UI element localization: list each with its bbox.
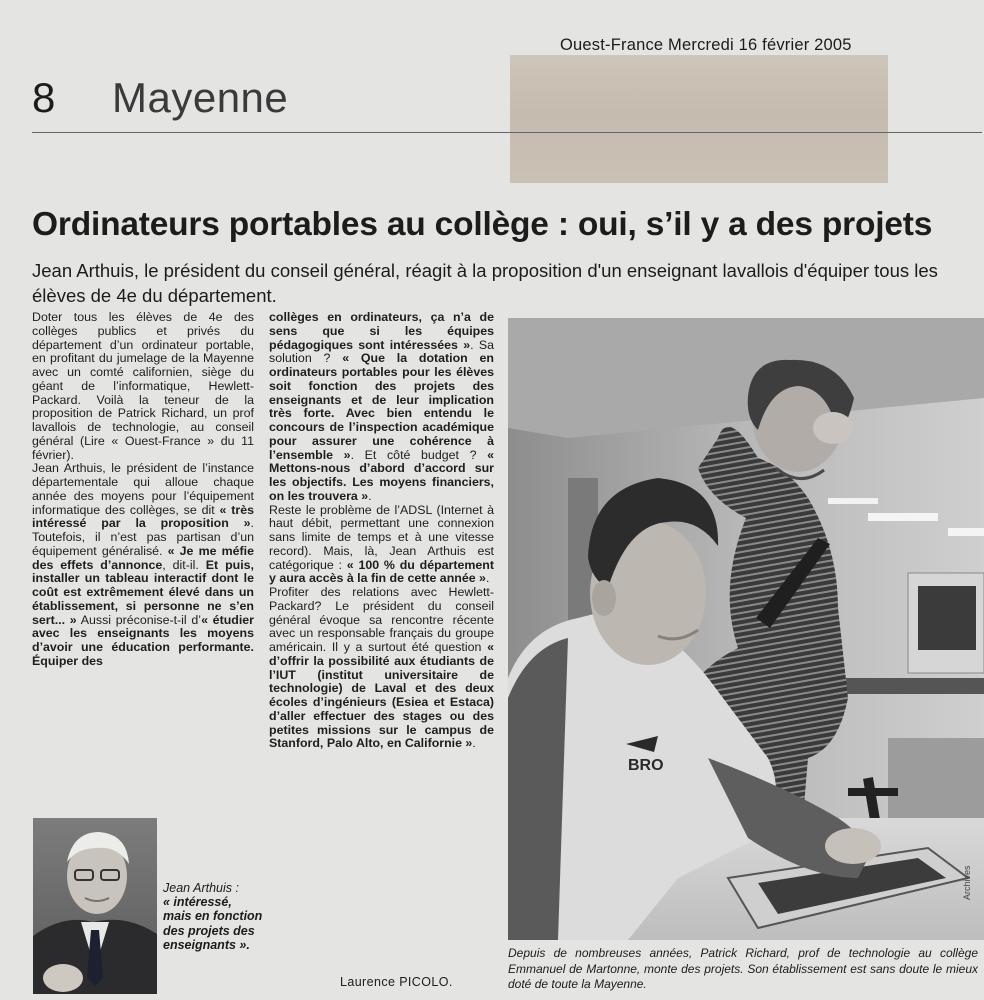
article-byline: Laurence PICOLO. xyxy=(340,975,453,989)
article-column-1 xyxy=(32,311,254,669)
portrait-caption-quote: « intéressé, mais en fonction des projets des enseignants ». xyxy=(163,895,263,952)
paragraph: Reste le problème de l’ADSL (Internet à haut débit, permettant une connexion sans limite de temps et à une vitesse record). Mais, là, Jean Arthuis est catégorique : « 100 % du département y aura accès à la fin de cette année ». xyxy=(269,502,494,586)
classroom-photo xyxy=(508,318,984,940)
adhesive-tape xyxy=(510,55,888,183)
photo-credit: Archives xyxy=(962,865,972,900)
article-headline: Ordinateurs portables au collège : oui, s’il y a des projets xyxy=(32,206,933,243)
portrait-photo-jean-arthuis xyxy=(33,818,157,994)
page-number: 8 xyxy=(32,74,56,121)
portrait-caption xyxy=(163,881,263,952)
paragraph: Jean Arthuis, le président de l’instance départementale qui alloue chaque année des moyens pour l’équipement informatique des collèges, se dit « très intéressé par la proposition ». Toutefois, il n’est pas partisan d’un équipement généralisé. « Je me méfie des effets d’annonce, dit-il. Et puis, installer un tableau interactif dont le coût est extrêmement élevé dans un établissement, si personne ne s’en sert... » Aussi préconise-t-il d’« étudier avec les enseignants les moyens d’avoir une éducation performante. Équiper des xyxy=(32,461,254,668)
article-standfirst: Jean Arthuis, le président du conseil général, réagit à la proposition d'un enseignant lavallois d'équiper tous les élèves de 4e du département. xyxy=(32,260,938,306)
photo-caption: Depuis de nombreuses années, Patrick Richard, prof de technologie au collège Emmanuel de Martonne, monte des projets. Son établissement est sans doute le mieux doté de toute la Mayenne. xyxy=(508,946,978,992)
newspaper-masthead: Ouest-France Mercredi 16 février 2005 xyxy=(560,36,852,54)
portrait-illustration xyxy=(33,818,157,994)
paragraph: collèges en ordinateurs, ça n’a de sens que si les équipes pédagogiques sont intéressées ». Sa solution ? « Que la dotation en ordinateurs portables pour les élèves soit fonction des projets des enseignants et de leur implication très forte. Avec bien entendu le concours de l’inspection académique pour assurer une cohérence à l’ensemble ». Et côté budget ? « Mettons-nous d’abord d’accord sur les objectifs. Les moyens financiers, on les trouvera ». xyxy=(269,310,494,503)
article-column-2 xyxy=(269,311,494,751)
portrait-caption-name: Jean Arthuis : xyxy=(163,881,239,895)
paragraph: Profiter des relations avec Hewlett-Packard? Le président du conseil général évoque sa rencontre récente avec un responsable français du groupe américain. Il y a surtout été question « d’offrir la possibilité aux étudiants de l’IUT (institut universitaire de technologie) de Laval et des deux écoles d’ingénieurs (Esiea et Estaca) d’aller effectuer des stages ou des petites missions sur le campus de Stanford, Palo Alto, en Californie ». xyxy=(269,585,494,751)
classroom-illustration xyxy=(508,318,984,940)
shirt-logo-text: BRO xyxy=(628,757,664,774)
header-rule xyxy=(32,132,982,133)
section-title: Mayenne xyxy=(112,74,289,121)
paragraph: Doter tous les élèves de 4e des collèges publics et privés du département d’un ordinateur portable, en profitant du jumelage de la Mayenne avec un comté californien, siège du géant de l’informatique, Hewlett-Packard. Voilà la teneur de la proposition de Patrick Richard, un prof lavallois de technologie, au conseil général (Lire « Ouest-France » du 11 février). xyxy=(32,310,254,462)
